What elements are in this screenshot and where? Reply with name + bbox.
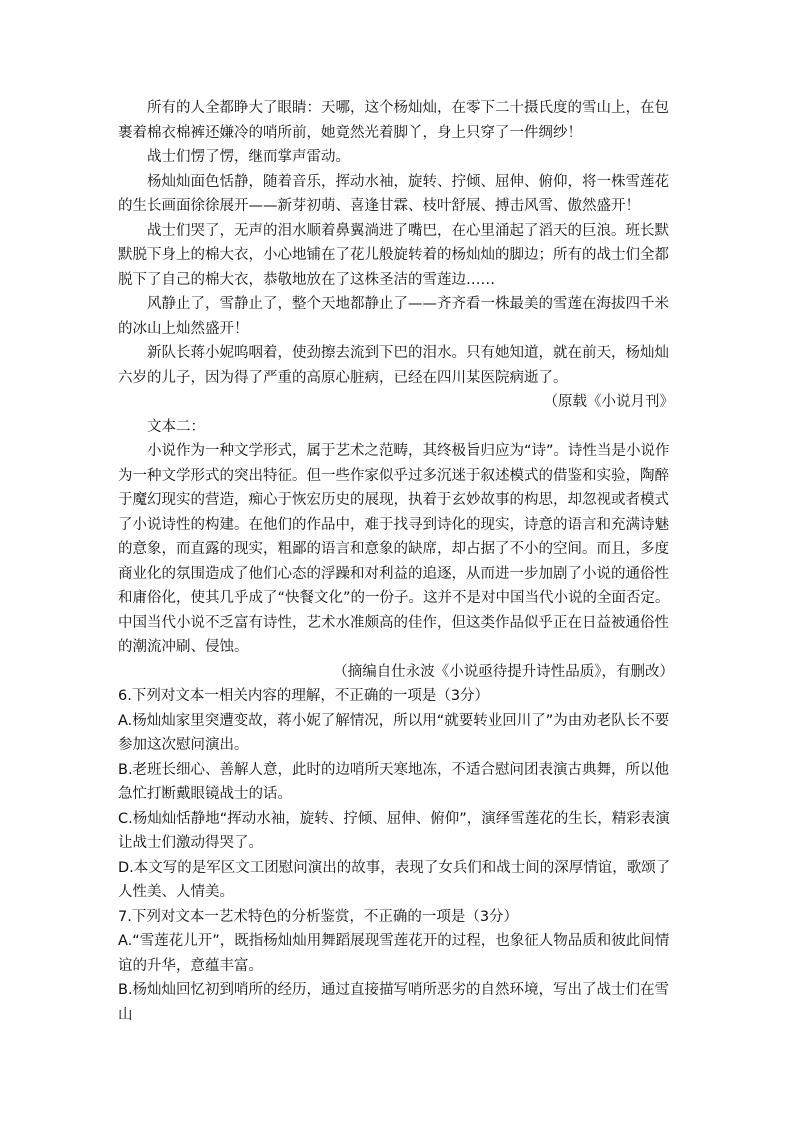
text1-paragraph-3: 杨灿灿面色恬静，随着音乐，挥动水袖，旋转、拧倾、屈伸、俯仰，将一株雪莲花的生长画面徐徐展开——新芽初萌、喜逢甘霖、枝叶舒展、搏击风雪、傲然盛开！ [118,173,669,214]
text1-passage [118,96,674,1027]
text1-source: （原载《小说月刊》 [543,394,674,410]
text1-paragraph-2: 战士们愣了愣，继而掌声雷动。 [147,149,350,165]
question-7-stem: 7.下列对文本一艺术特色的分析鉴赏，不正确的一项是（3分） [118,908,519,925]
text1-paragraph-5: 风静止了，雪静止了，整个天地都静止了——齐齐看一株最美的雪莲在海拔四千米的冰山上灿然盛开！ [118,296,669,337]
question-6-option-a: A.杨灿灿家里突遭变故，蒋小妮了解情况，所以用“就要转业回川了”为由劝老队长不要参加这次慰问演出。 [118,712,670,753]
question-6-option-d: D.本文写的是军区文工团慰问演出的故事，表现了女兵们和战士间的深厚情谊，歌颂了人性美、人情美。 [118,859,671,900]
question-7-option-b: B.杨灿灿回忆初到哨所的经历，通过直接描写哨所恶劣的自然环境，写出了战士们在雪山 [118,982,670,1023]
text1-paragraph-1: 所有的人全都睁大了眼睛：天哪，这个杨灿灿，在零下二十摄氏度的雪山上，在包裹着棉衣棉裤还嫌冷的哨所前，她竟然光着脚丫，身上只穿了一件绸纱！ [118,100,669,141]
text2-heading: 文本二： [147,418,205,435]
text2-paragraph-1: 小说作为一种文学形式，属于艺术之范畴，其终极旨归应为“诗”。诗性当是小说作为一种文学形式的突出特征。但一些作家似乎过多沉迷于叙述模式的借鉴和实验，陶醉于魔幻现实的营造，痴心于恢宏历史的展现，执着于玄妙故事的构思，却忽视或者模式了小说诗性的构建。在他们的作品中，难于找寻到诗化的现实，诗意的语言和充满诗魅的意象，而直露的现实，粗鄙的语言和意象的缺席，却占据了不小的空间。而且，多度商业化的氛围造成了他们心态的浮躁和对利益的追逐，从而进一步加剧了小说的通俗性和庸俗化，使其几乎成了“快餐文化”的一份子。这并不是对中国当代小说的全面否定。中国当代小说不乏富有诗性，艺术水准颇高的佳作，但这类作品似乎正在日益被通俗性的潮流冲刷、侵蚀。 [118,443,670,655]
text1-paragraph-4: 战士们哭了，无声的泪水顺着鼻翼淌进了嘴巴，在心里涌起了滔天的巨浪。班长默默脱下身上的棉大衣，小心地铺在了花儿般旋转着的杨灿灿的脚边；所有的战士们全都脱下了自己的棉大衣，恭敬地放在了这株圣洁的雪莲边…… [118,222,669,288]
question-7-option-a: A.“雪莲花儿开”，既指杨灿灿用舞蹈展现雪莲花开的过程，也象征人物品质和彼此间情谊的升华，意蕴丰富。 [118,933,670,974]
question-6-option-c: C.杨灿灿恬静地“挥动水袖，旋转、拧倾、屈伸、俯仰”，演绎雪莲花的生长，精彩表演让战士们激动得哭了。 [118,810,670,851]
question-6-stem: 6.下列对文本一相关内容的理解，不正确的一项是（3分） [118,688,490,704]
question-6-option-b: B.老班长细心、善解人意，此时的边哨所天寒地冻，不适合慰问团表演古典舞，所以他急忙打断戴眼镜战士的话。 [118,761,670,802]
text2-source: （摘编自仕永波《小说亟待提升诗性品质》，有删改） [333,663,674,680]
text1-paragraph-6: 新队长蒋小妮呜咽着，使劲擦去流到下巴的泪水。只有她知道，就在前天，杨灿灿六岁的儿子，因为得了严重的高原心脏病，已经在四川某医院病逝了。 [118,345,669,386]
